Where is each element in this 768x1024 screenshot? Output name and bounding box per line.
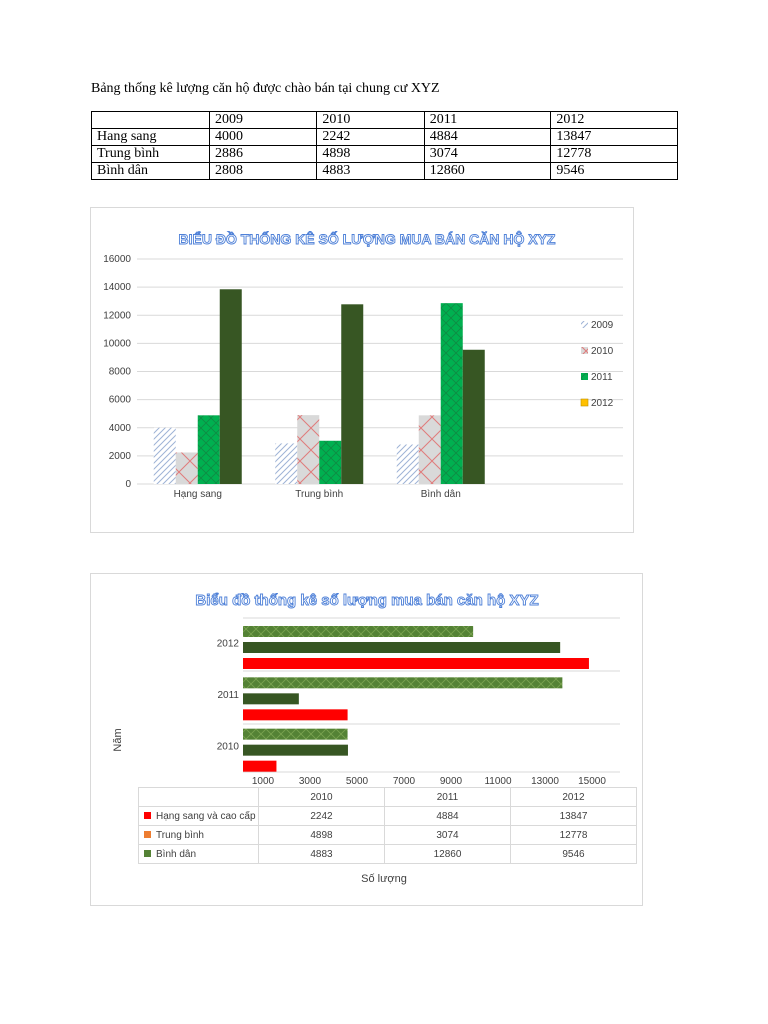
legend-entry (139, 845, 259, 864)
column-chart-canvas (91, 208, 633, 532)
bar (341, 304, 363, 484)
chart-data-table-cell: 4898 (259, 826, 385, 845)
bar (319, 441, 341, 484)
chart-data-table-year: 2010 (259, 788, 385, 807)
bar (176, 452, 198, 484)
y-tick-label: 0 (125, 479, 131, 490)
y-tick-label: 12000 (103, 310, 131, 322)
x-tick-label: 9000 (439, 776, 463, 787)
table-row-label: Bình dân (92, 163, 210, 180)
table-header-cell: 2012 (551, 112, 678, 129)
column-chart (90, 207, 634, 533)
bar (243, 729, 348, 740)
chart-data-table-cell: 12778 (511, 826, 637, 845)
bar (275, 443, 297, 484)
chart-data-table-cell: 12860 (385, 845, 511, 864)
table-header-cell: 2011 (424, 112, 551, 129)
y-tick-label: 10000 (103, 338, 131, 350)
table-row-label: Trung bình (92, 146, 210, 163)
x-tick-label: 11000 (484, 776, 512, 787)
bar (154, 428, 176, 484)
y-tick-label: 8000 (108, 366, 131, 378)
chart-data-table-year: 2012 (511, 788, 637, 807)
chart-data-table-cell: 2242 (259, 807, 385, 826)
document-title: Bảng thống kê lượng căn hộ được chào bán tại chung cư XYZ (91, 81, 440, 96)
legend-label: 2012 (591, 398, 614, 409)
x-tick-label: 3000 (298, 776, 322, 787)
table-cell: 2242 (317, 129, 424, 146)
y-tick-label: 2010 (216, 741, 239, 753)
legend-label: Hạng sang và cao cấp (156, 810, 256, 822)
table-row (92, 163, 678, 180)
legend-swatch (581, 347, 588, 354)
bar (441, 303, 463, 484)
bar (220, 289, 242, 484)
legend-label: Bình dân (156, 848, 197, 860)
x-axis-label: Số lượng (361, 873, 407, 885)
data-table (91, 111, 678, 180)
y-tick-label: 2011 (217, 690, 239, 701)
table-cell: 12778 (551, 146, 678, 163)
bar (397, 445, 419, 484)
table-cell: 4000 (210, 129, 317, 146)
chart-data-table-cell: 9546 (511, 845, 637, 864)
bar (243, 745, 348, 756)
x-tick-label: Hạng sang (173, 489, 222, 500)
table-header-cell: 2009 (210, 112, 317, 129)
y-tick-label: 2012 (216, 638, 239, 650)
table-cell: 4898 (317, 146, 424, 163)
legend-entry (139, 807, 259, 826)
y-tick-label: 2000 (108, 450, 131, 462)
table-row (92, 146, 678, 163)
table-header-cell (92, 112, 210, 129)
table-cell: 12860 (424, 163, 551, 180)
legend-entry (139, 826, 259, 845)
bar (419, 415, 441, 484)
legend-label: Trung bình (156, 829, 204, 841)
chart-data-table-row (139, 807, 637, 826)
legend-swatch (144, 831, 151, 838)
x-tick-label: 5000 (345, 776, 369, 787)
y-tick-label: 4000 (108, 422, 131, 434)
x-tick-label: 7000 (392, 776, 416, 787)
chart-data-table-cell: 4883 (259, 845, 385, 864)
table-cell: 2886 (210, 146, 317, 163)
table-cell: 9546 (551, 163, 678, 180)
x-tick-label: Bình dân (420, 489, 461, 500)
chart-data-table-header (139, 788, 637, 807)
y-axis-label: Năm (112, 728, 124, 752)
legend-swatch (581, 399, 588, 406)
x-tick-label: 13000 (531, 776, 559, 787)
legend-label: 2009 (591, 320, 614, 331)
legend-label: 2011 (591, 372, 613, 383)
chart-title: Biểu đồ thống kê số lượng mua bán căn hộ XYZ (195, 592, 539, 609)
legend-label: 2010 (591, 346, 614, 357)
x-tick-label: 1000 (251, 776, 275, 787)
bar (198, 415, 220, 484)
chart-data-table-year: 2011 (385, 788, 511, 807)
bar (297, 415, 319, 484)
bar (243, 761, 276, 772)
y-tick-label: 14000 (103, 282, 131, 294)
legend-swatch (144, 850, 151, 857)
x-tick-label: 15000 (578, 776, 606, 787)
bar (243, 658, 589, 669)
chart-data-table-cell: 3074 (385, 826, 511, 845)
bar (243, 642, 560, 653)
legend-swatch (144, 812, 151, 819)
bar (463, 350, 485, 484)
bar (243, 693, 299, 704)
table-cell: 2808 (210, 163, 317, 180)
y-tick-label: 6000 (108, 394, 131, 406)
table-cell: 3074 (424, 146, 551, 163)
bar (243, 626, 473, 637)
bar-chart (90, 573, 643, 906)
chart-data-table-row (139, 845, 637, 864)
chart-data-table-corner (139, 788, 259, 807)
chart-data-table (138, 787, 637, 864)
table-cell: 4883 (317, 163, 424, 180)
chart-data-table-cell: 4884 (385, 807, 511, 826)
chart-data-table-cell: 13847 (511, 807, 637, 826)
table-row-label: Hang sang (92, 129, 210, 146)
y-tick-label: 16000 (103, 254, 131, 265)
legend-swatch (581, 321, 588, 328)
chart-data-table-row (139, 826, 637, 845)
table-cell: 4884 (424, 129, 551, 146)
table-cell: 13847 (551, 129, 678, 146)
table-header-cell: 2010 (317, 112, 424, 129)
legend-swatch (581, 373, 588, 380)
x-tick-label: Trung bình (295, 489, 344, 500)
bar (243, 677, 562, 688)
table-header-row (92, 112, 678, 129)
chart-title: BIỂU ĐỒ THỐNG KÊ SỐ LƯỢNG MUA BÁN CĂN HỘ XYZ (178, 231, 556, 247)
table-row (92, 129, 678, 146)
bar (243, 709, 348, 720)
